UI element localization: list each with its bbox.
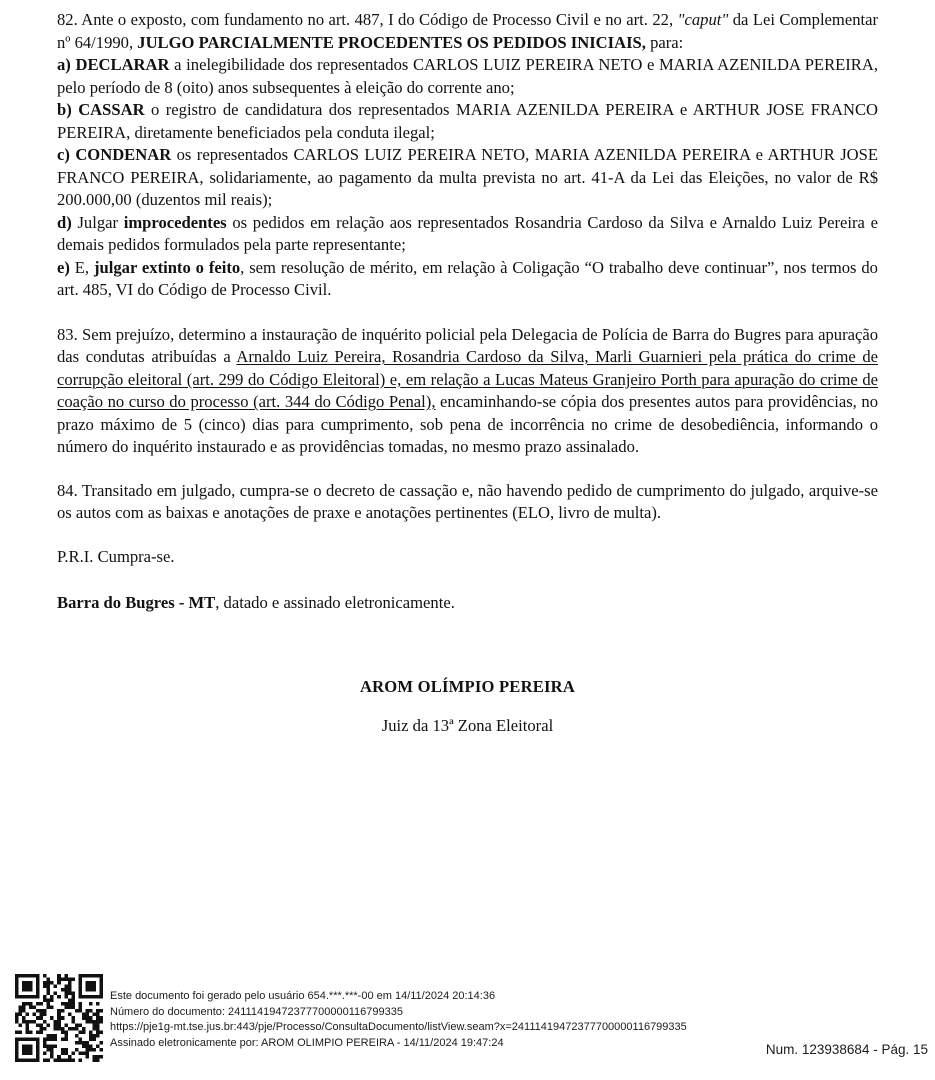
signature-title: Juiz da 13ª Zona Eleitoral <box>381 716 554 735</box>
place-date-line <box>57 592 878 615</box>
qr-code-icon <box>15 974 103 1062</box>
text-run: Barra do Bugres - MT <box>57 593 216 612</box>
footer-generated-line: Este documento foi gerado pelo usuário 654.***.***-00 em 14/11/2024 20:14:36 <box>110 990 496 1002</box>
footer-url-line: https://pje1g-mt.tse.jus.br:443/pje/Processo/ConsultaDocumento/listView.seam?x=24111419472377700000116799335 <box>110 1021 687 1034</box>
text-run: Arnaldo Luiz Pereira, Rosandria Cardoso da Silva, Marli Guarnieri pela prática do crime de corrupção eleitoral (art. 299 do Código Eleitoral) e, em relação a Lucas Mateus Granjeiro Porth para apuração do crime de coação no curso do processo (art. 344 do Código Penal), <box>57 347 878 411</box>
ruling-item-a <box>57 54 878 99</box>
text-run: a inelegibilidade dos representados CARLOS LUIZ PEREIRA NETO e MARIA AZENILDA PEREIRA, pelo período de 8 (oito) anos subsequentes à eleição do corrente ano; <box>57 55 879 97</box>
text-run: os representados CARLOS LUIZ PEREIRA NETO, MARIA AZENILDA PEREIRA e ARTHUR JOSE FRANCO PEREIRA, solidariamente, ao pagamento da multa prevista no art. 41-A da Lei das Eleições, no valor de R$ 200.000,00 (duzentos mil reais); <box>57 145 878 209</box>
text-run: encaminhando-se cópia dos presentes autos para providências, no prazo máximo de 5 (cinco) dias para cumprimento, sob pena de incorrência no crime de desobediência, informando o número do inquérito instaurado e as providências tomadas, no mesmo prazo assinalado. <box>57 392 878 456</box>
footer-metadata <box>110 989 687 1052</box>
paragraph-84 <box>57 480 878 525</box>
text-run: d) <box>57 212 72 232</box>
text-run: "caput" <box>677 10 729 29</box>
text-run: para: <box>645 32 684 52</box>
paragraph-83 <box>57 324 878 459</box>
ruling-item-b <box>57 99 878 144</box>
text-run: P.R.I. Cumpra-se. <box>57 546 175 566</box>
text-run: e) <box>57 257 70 277</box>
text-run: 82. Ante o exposto, com fundamento no art. 487, I do Código de Processo Civil e no art. 22, <box>57 10 678 29</box>
text-run: , sem resolução de mérito, em relação à Coligação “O trabalho deve continuar”, nos termos do art. 485, VI do Código de Processo Civil. <box>57 257 878 299</box>
text-run: improcedentes <box>123 212 227 232</box>
text-run: 83. Sem prejuízo, determino a instauração de inquérito policial pela Delegacia de Polícia de Barra do Bugres para apuração das condutas atribuídas a <box>57 324 878 366</box>
footer-signed-line: Assinado eletronicamente por: AROM OLIMPIO PEREIRA - 14/11/2024 19:47:24 <box>110 1037 504 1050</box>
footer-docnumber-line: Número do documento: 24111419472377700000116799335 <box>110 1005 403 1018</box>
document-page <box>57 9 878 738</box>
text-run: a) DECLARAR <box>57 55 170 74</box>
pri-line <box>57 546 878 569</box>
text-run: E, <box>69 257 94 277</box>
ruling-item-e <box>57 257 878 302</box>
text-run: b) CASSAR <box>57 100 145 119</box>
page-number: Num. 123938684 - Pág. 15 <box>765 1042 928 1057</box>
text-run: Julgar <box>71 212 124 232</box>
ruling-item-d <box>57 212 878 257</box>
text-run: da Lei Complementar nº 64/1990, <box>57 10 878 52</box>
text-run: c) CONDENAR <box>57 145 172 164</box>
text-run: julgar extinto o feito <box>93 257 241 277</box>
text-run: , datado e assinado eletronicamente. <box>215 593 455 612</box>
ruling-item-c <box>57 144 878 212</box>
text-run: os pedidos em relação aos representados Rosandria Cardoso da Silva e Arnaldo Luiz Pereira e demais pedidos formulados pela parte representante; <box>57 212 878 254</box>
signature-name: AROM OLÍMPIO PEREIRA <box>359 676 576 696</box>
text-run: o registro de candidatura dos representados MARIA AZENILDA PEREIRA e ARTHUR JOSE FRANCO PEREIRA, diretamente beneficiados pela conduta ilegal; <box>57 100 879 142</box>
text-run: 84. Transitado em julgado, cumpra-se o decreto de cassação e, não havendo pedido de cumprimento do julgado, arquive-se os autos com as baixas e anotações de praxe e anotações pertinentes (ELO, livro de multa). <box>57 480 878 522</box>
paragraph-82 <box>57 9 878 54</box>
text-run: JULGO PARCIALMENTE PROCEDENTES OS PEDIDOS INICIAIS, <box>137 32 646 52</box>
